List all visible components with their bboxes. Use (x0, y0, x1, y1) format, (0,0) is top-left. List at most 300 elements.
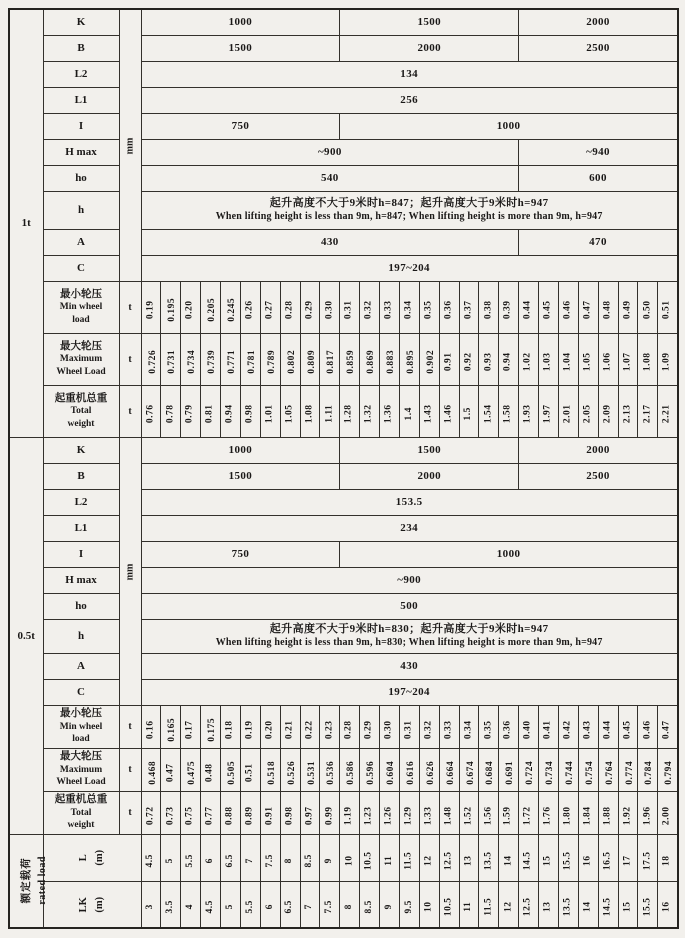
param-row-A (9, 653, 678, 679)
unit-t-cell: t (119, 705, 141, 748)
value-cell (558, 281, 578, 333)
value-cell (638, 748, 658, 791)
value-cell (598, 385, 618, 437)
value-text: 0.859 (346, 349, 357, 374)
span-value-cell (459, 834, 479, 881)
value-cell (618, 333, 638, 385)
row-label (43, 705, 119, 748)
value-cell (519, 281, 539, 333)
value-text: 0.30 (383, 719, 394, 739)
value-cell (399, 791, 419, 834)
value-text: 0.51 (661, 300, 672, 320)
group-value-cell: ~900 (141, 139, 519, 165)
row-label-line: Total (70, 406, 92, 417)
value-cell (260, 385, 280, 437)
value-cell (638, 281, 658, 333)
span-value-text: 5 (165, 857, 176, 863)
value-text: 0.35 (483, 719, 494, 739)
value-cell (519, 333, 539, 385)
unit-mm-cell (119, 437, 141, 705)
value-cell (300, 281, 320, 333)
value-text: 1.58 (503, 404, 514, 424)
rated-load-cell (9, 834, 48, 928)
value-cell (221, 791, 241, 834)
span-value-text: 16 (661, 901, 672, 913)
span-value-text: 6.5 (224, 853, 235, 867)
value-cell (558, 705, 578, 748)
span-value-cell (439, 834, 459, 881)
value-text: 0.869 (366, 349, 377, 374)
param-row-h (9, 191, 678, 229)
row-label-line: Min wheel (59, 302, 103, 313)
row-label-line: Total (70, 807, 92, 818)
span-value-text: 8.5 (363, 900, 374, 914)
value-cell (221, 705, 241, 748)
span-value-cell (380, 834, 400, 881)
footer-label-text (76, 850, 108, 866)
param-row-K (9, 437, 678, 463)
param-row-C (9, 679, 678, 705)
value-text: 1.32 (363, 404, 374, 424)
param-row-L1 (9, 515, 678, 541)
span-value-cell (399, 834, 419, 881)
value-text: 1.46 (443, 404, 454, 424)
span-value-text: 10 (423, 901, 434, 913)
span-value-cell (618, 834, 638, 881)
param-label: L1 (43, 87, 119, 113)
span-value-cell (399, 881, 419, 928)
value-text: 0.245 (227, 297, 238, 322)
value-cell (499, 748, 519, 791)
span-value-text: 12.5 (443, 850, 454, 870)
value-text: 0.20 (264, 719, 275, 739)
value-cell (519, 748, 539, 791)
span-value-cell (280, 881, 300, 928)
value-cell (221, 333, 241, 385)
value-cell (578, 791, 598, 834)
value-text: 1.36 (383, 404, 394, 424)
section-1t (9, 9, 678, 437)
param-label: I (43, 541, 119, 567)
value-text: 0.774 (624, 760, 635, 785)
value-text: 1.84 (582, 805, 593, 825)
param-label: K (43, 437, 119, 463)
value-cell (380, 791, 400, 834)
group-value-cell: 134 (141, 61, 678, 87)
lifting-height-note-zh: 起升高度不大于9米时h=830；起升高度大于9米时h=947 (269, 622, 549, 635)
value-cell (439, 333, 459, 385)
span-value-text: 16.5 (602, 850, 613, 870)
value-cell (360, 705, 380, 748)
value-text: 1.93 (522, 404, 533, 424)
value-text: 0.46 (642, 719, 653, 739)
value-text: 1.88 (602, 805, 613, 825)
value-cell (539, 791, 559, 834)
value-text: 0.72 (145, 805, 156, 825)
value-cell (399, 333, 419, 385)
span-value-text: 11 (463, 902, 474, 912)
value-cell (300, 748, 320, 791)
group-value-cell: 750 (141, 541, 340, 567)
value-cell (578, 333, 598, 385)
value-cell (658, 748, 678, 791)
row-label-line: 最大轮压 (60, 751, 102, 763)
value-text: 1.11 (324, 404, 335, 423)
value-text: 0.744 (565, 760, 576, 785)
span-value-text: 10 (344, 855, 355, 866)
wheel-data-row (9, 748, 678, 791)
param-row-L1 (9, 87, 678, 113)
value-cell (201, 281, 221, 333)
value-text: 0.88 (224, 805, 235, 825)
group-value-cell: ~900 (141, 567, 678, 593)
value-text: 1.48 (443, 805, 454, 825)
value-text: 0.92 (463, 352, 474, 372)
span-value-cell (658, 834, 678, 881)
rated-load-text (19, 856, 50, 905)
group-value-cell (141, 619, 678, 653)
value-text: 0.38 (483, 300, 494, 320)
span-value-text: 3.5 (165, 900, 176, 914)
value-cell (161, 748, 181, 791)
value-text: 0.50 (642, 300, 653, 320)
value-text: 0.29 (363, 719, 374, 739)
group-value-cell: 2000 (519, 437, 678, 463)
group-value-cell: 197~204 (141, 255, 678, 281)
span-value-cell (499, 881, 519, 928)
value-cell (479, 333, 499, 385)
value-cell (499, 281, 519, 333)
value-text: 0.664 (445, 760, 456, 785)
value-text: 1.26 (383, 805, 394, 825)
value-text: 1.92 (622, 805, 633, 825)
span-value-text: 18 (661, 855, 672, 866)
value-text: 0.468 (147, 760, 158, 785)
unit-mm-text: mm (123, 137, 135, 155)
value-text: 0.33 (443, 719, 454, 739)
value-cell (380, 385, 400, 437)
value-text: 0.98 (284, 805, 295, 825)
value-cell (161, 333, 181, 385)
value-cell (499, 385, 519, 437)
value-cell (618, 791, 638, 834)
value-text: 1.56 (483, 805, 494, 825)
value-text: 0.586 (346, 760, 357, 785)
value-text: 0.771 (227, 349, 238, 374)
group-value-cell: 1000 (141, 437, 340, 463)
wheel-data-row (9, 705, 678, 748)
value-cell (340, 281, 360, 333)
span-value-cell (181, 881, 201, 928)
group-value-cell: 256 (141, 87, 678, 113)
group-value-cell: 2000 (519, 9, 678, 35)
value-text: 0.626 (426, 760, 437, 785)
span-value-cell (360, 834, 380, 881)
span-value-cell (479, 881, 499, 928)
value-text: 0.802 (286, 349, 297, 374)
footer-label-text (76, 896, 108, 912)
value-text: 0.518 (266, 760, 277, 785)
value-cell (479, 748, 499, 791)
value-cell (141, 791, 161, 834)
value-text: 0.19 (145, 300, 156, 320)
value-text: 1.97 (542, 404, 553, 424)
value-cell (439, 791, 459, 834)
value-cell (221, 748, 241, 791)
span-value-text: 5 (224, 904, 235, 910)
value-text: 0.28 (344, 719, 355, 739)
span-value-text: 17 (622, 855, 633, 866)
span-value-cell (320, 881, 340, 928)
value-text: 0.98 (244, 404, 255, 424)
span-value-text: 8.5 (304, 853, 315, 867)
value-cell (459, 385, 479, 437)
value-cell (300, 333, 320, 385)
value-text: 0.73 (165, 805, 176, 825)
value-cell (399, 385, 419, 437)
span-value-cell (578, 881, 598, 928)
value-text: 1.06 (602, 352, 613, 372)
value-cell (280, 385, 300, 437)
value-text: 0.31 (403, 719, 414, 739)
param-label: I (43, 113, 119, 139)
group-value-cell: 2000 (340, 35, 519, 61)
span-value-text: 4 (184, 904, 195, 910)
value-text: 1.05 (284, 404, 295, 424)
span-value-cell (558, 881, 578, 928)
load-label: 0.5t (9, 437, 43, 834)
param-row-B (9, 35, 678, 61)
value-text: 0.51 (244, 762, 255, 782)
value-cell (479, 385, 499, 437)
unit-t-cell: t (119, 748, 141, 791)
value-text: 0.93 (483, 352, 494, 372)
span-value-cell (618, 881, 638, 928)
value-text: 0.739 (207, 349, 218, 374)
value-cell (439, 705, 459, 748)
value-cell (499, 705, 519, 748)
value-text: 0.94 (224, 404, 235, 424)
wheel-data-row (9, 791, 678, 834)
span-value-text: 7.5 (264, 853, 275, 867)
param-label: ho (43, 165, 119, 191)
group-value-cell: 197~204 (141, 679, 678, 705)
param-label: A (43, 229, 119, 255)
span-value-cell (519, 834, 539, 881)
value-text: 2.00 (661, 805, 672, 825)
value-cell (161, 791, 181, 834)
group-value-cell: 500 (141, 593, 678, 619)
span-value-cell (340, 834, 360, 881)
value-cell (598, 281, 618, 333)
value-text: 0.32 (363, 300, 374, 320)
value-text: 0.724 (525, 760, 536, 785)
row-label-line: weight (67, 820, 95, 831)
unit-t-cell: t (119, 385, 141, 437)
value-text: 0.17 (184, 719, 195, 739)
value-text: 2.17 (642, 404, 653, 424)
load-label: 1t (9, 9, 43, 437)
group-value-cell: 2500 (519, 35, 678, 61)
value-text: 0.49 (622, 300, 633, 320)
value-cell (240, 385, 260, 437)
value-text: 0.48 (204, 762, 215, 782)
value-cell (658, 791, 678, 834)
param-label: A (43, 653, 119, 679)
value-cell (519, 385, 539, 437)
row-label-line: Wheel Load (56, 777, 106, 788)
param-label: h (43, 191, 119, 229)
value-text: 0.76 (145, 404, 156, 424)
param-label: B (43, 463, 119, 489)
span-value-text: 7 (244, 857, 255, 863)
value-text: 0.44 (602, 719, 613, 739)
value-cell (558, 748, 578, 791)
span-value-text: 14 (582, 901, 593, 913)
value-text: 0.734 (545, 760, 556, 785)
group-value-cell (141, 191, 678, 229)
value-text: 1.05 (582, 352, 593, 372)
value-text: 0.41 (542, 719, 553, 739)
value-cell (320, 791, 340, 834)
footer-param-label (43, 881, 141, 928)
value-text: 0.16 (145, 719, 156, 739)
value-cell (380, 333, 400, 385)
value-text: 1.5 (463, 407, 474, 421)
group-value-cell: 1500 (340, 9, 519, 35)
span-value-cell (181, 834, 201, 881)
param-row-ho (9, 165, 678, 191)
value-cell (479, 281, 499, 333)
footer-label-unit: (m) (94, 849, 105, 866)
value-cell (201, 705, 221, 748)
span-value-text: 9.5 (403, 900, 414, 914)
value-text: 0.28 (284, 300, 295, 320)
value-text: 0.94 (503, 352, 514, 372)
value-text: 0.475 (187, 760, 198, 785)
value-text: 0.754 (585, 760, 596, 785)
value-cell (181, 705, 201, 748)
span-value-text: 11.5 (403, 851, 414, 870)
value-text: 1.29 (403, 805, 414, 825)
value-text: 0.31 (344, 300, 355, 320)
value-text: 0.616 (406, 760, 417, 785)
value-cell (479, 705, 499, 748)
value-text: 0.175 (207, 717, 218, 742)
span-value-text: 15 (622, 901, 633, 913)
value-cell (419, 385, 439, 437)
group-value-cell: 750 (141, 113, 340, 139)
value-cell (459, 333, 479, 385)
row-label-line: 最大轮压 (60, 340, 102, 352)
span-value-cell (638, 881, 658, 928)
span-value-cell (300, 834, 320, 881)
value-text: 0.37 (463, 300, 474, 320)
value-cell (419, 281, 439, 333)
unit-mm-text: mm (123, 563, 135, 580)
span-value-cell (499, 834, 519, 881)
value-cell (221, 385, 241, 437)
value-cell (280, 748, 300, 791)
span-value-cell (459, 881, 479, 928)
value-cell (598, 791, 618, 834)
lifting-height-note-zh: 起升高度不大于9米时h=847；起升高度大于9米时h=947 (269, 196, 549, 209)
group-value-cell: 234 (141, 515, 678, 541)
group-value-cell: 540 (141, 165, 519, 191)
param-label: L2 (43, 61, 119, 87)
value-text: 0.39 (503, 300, 514, 320)
value-text: 1.33 (423, 805, 434, 825)
value-text: 0.26 (244, 300, 255, 320)
param-row-H max (9, 139, 678, 165)
span-value-text: 17.5 (642, 850, 653, 870)
group-value-cell: 2500 (519, 463, 678, 489)
row-label (43, 791, 119, 834)
value-text: 0.77 (204, 805, 215, 825)
param-label: C (43, 679, 119, 705)
span-value-cell (240, 834, 260, 881)
value-cell (658, 281, 678, 333)
value-cell (539, 385, 559, 437)
value-text: 0.97 (304, 805, 315, 825)
value-cell (638, 791, 658, 834)
span-value-cell (638, 834, 658, 881)
value-cell (598, 333, 618, 385)
value-cell (181, 748, 201, 791)
value-cell (419, 748, 439, 791)
value-text: 1.23 (363, 805, 374, 825)
span-value-cell (439, 881, 459, 928)
value-cell (201, 385, 221, 437)
value-cell (181, 791, 201, 834)
span-value-text: 12.5 (522, 897, 533, 917)
group-value-cell: 1000 (340, 113, 678, 139)
span-value-text: 11.5 (483, 897, 494, 917)
footer-row-LK (9, 881, 678, 928)
row-label-line: Maximum (59, 764, 103, 775)
value-text: 1.02 (522, 352, 533, 372)
value-cell (360, 333, 380, 385)
row-label (43, 748, 119, 791)
value-cell (300, 705, 320, 748)
param-label: C (43, 255, 119, 281)
value-text: 0.731 (167, 349, 178, 374)
value-cell (320, 705, 340, 748)
value-cell (638, 333, 658, 385)
footer-param-label (43, 834, 141, 881)
value-cell (201, 791, 221, 834)
value-text: 0.44 (522, 300, 533, 320)
unit-t-cell: t (119, 281, 141, 333)
value-text: 1.08 (642, 352, 653, 372)
footer-label-symbol: L (78, 854, 90, 862)
value-text: 0.734 (187, 349, 198, 374)
group-value-cell: 470 (519, 229, 678, 255)
group-value-cell: 153.5 (141, 489, 678, 515)
span-value-cell (539, 881, 559, 928)
value-cell (439, 748, 459, 791)
value-cell (260, 748, 280, 791)
wheel-data-row (9, 333, 678, 385)
value-text: 0.29 (304, 300, 315, 320)
value-text: 0.32 (423, 719, 434, 739)
value-cell (141, 281, 161, 333)
span-value-cell (598, 881, 618, 928)
value-cell (280, 791, 300, 834)
lifting-height-note-en: When lifting height is less than 9m, h=830; When lifting height is more than 9m, h=947 (215, 636, 603, 648)
value-cell (260, 333, 280, 385)
value-cell (141, 705, 161, 748)
